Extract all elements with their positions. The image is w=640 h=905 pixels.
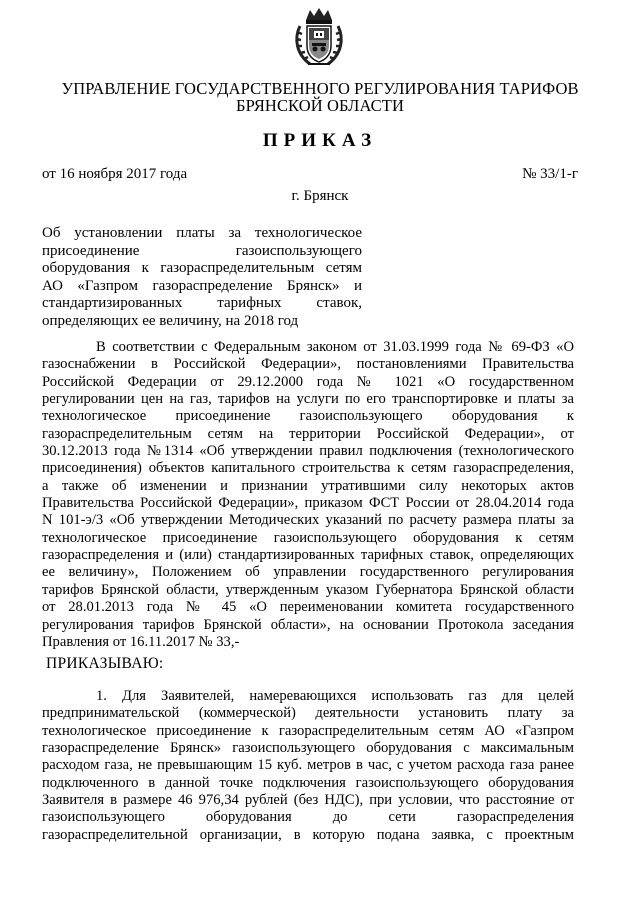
- paragraph-line: подключенного в данной точке подключения газоиспользующего оборудования: [42, 774, 574, 791]
- subject-line: АО «Газпром газораспределение Брянск» и: [42, 277, 362, 294]
- subject-line: Об установлении платы за технологическое: [42, 225, 362, 241]
- paragraph-line: газораспределения и (или) стандартизированных тарифных ставок, определяющих: [42, 547, 574, 564]
- paragraph-line: регулировании цен на газ, тарифов на услуги по его транспортировке и платы за: [42, 391, 574, 408]
- document-city: г. Брянск: [291, 188, 349, 204]
- paragraph-line: расходом газа, не превышающим 15 куб. метров в час, с учетом расхода газа ранее: [42, 757, 574, 774]
- subject-line: присоединение газоиспользующего: [42, 242, 362, 259]
- paragraph-line: технологическое присоединение газоиспользующего оборудования к: [42, 408, 574, 425]
- paragraph-line: газораспределительной организации, в которую подана заявка, с проектным: [42, 826, 574, 843]
- document-subject: [42, 225, 362, 330]
- paragraph-line: 30.12.2013 года №1314 «Об утверждении правил подключения (технологического: [42, 443, 574, 460]
- subject-line: определяющих ее величину, на 2018 год: [42, 312, 299, 329]
- document-number: № 33/1-г: [522, 166, 578, 182]
- paragraph-line: технологическое присоединение к газораспределительным сетям АО «Газпром: [42, 722, 574, 739]
- preamble-paragraph: [42, 339, 574, 651]
- paragraph-line: присоединения) объектов капитального строительства к сетям газораспределения,: [42, 460, 574, 477]
- paragraph-line: тарифов Брянской области, утвержденным указом Губернатора Брянской области: [42, 581, 574, 598]
- paragraph-line: ее величину», Положением об управлении государственного регулирования: [42, 564, 574, 581]
- organization-name-line-2: БРЯНСКОЙ ОБЛАСТИ: [236, 96, 404, 115]
- paragraph-line: предпринимательской (коммерческой) деятельности установить плату за: [42, 705, 574, 722]
- bryansk-coat-of-arms-icon: [292, 6, 346, 70]
- paragraph-line: N 101-э/3 «Об утверждении Методических указаний по расчету размера платы за: [42, 512, 574, 529]
- paragraph-line: Правления от 16.11.2017 № 33,-: [42, 633, 240, 650]
- paragraph-line: а также об изменении и признании утратившими силу некоторых актов: [42, 477, 574, 494]
- document-title: ПРИКАЗ: [262, 130, 378, 151]
- paragraph-line: Российской Федерации от 29.12.2000 года № 1021 «О государственном: [42, 373, 574, 390]
- paragraph-line: технологическое присоединение газоиспользующего оборудования к сетям: [42, 529, 574, 546]
- paragraph-line: регулирования тарифов Брянской области», на основании Протокола заседания: [42, 616, 574, 633]
- paragraph-line: 1. Для Заявителей, намеревающихся использовать газ для целей: [96, 688, 574, 704]
- order-directive-heading: ПРИКАЗЫВАЮ:: [46, 655, 164, 672]
- organization-name-line-1: УПРАВЛЕНИЕ ГОСУДАРСТВЕННОГО РЕГУЛИРОВАНИЯ ТАРИФОВ: [61, 79, 579, 98]
- paragraph-line: газораспределительным сетям на территории Российской Федерации», от: [42, 425, 574, 442]
- paragraph-line: В соответствии с Федеральным законом от 31.03.1999 года № 69-ФЗ «О: [96, 339, 574, 355]
- paragraph-line: Заявителя в размере 46 976,34 рублей (без НДС), при условии, что расстояние от: [42, 792, 574, 809]
- document-date: от 16 ноября 2017 года: [42, 166, 188, 182]
- order-item-1: [42, 688, 574, 844]
- paragraph-line: газоиспользующего оборудования до сети газораспределения: [42, 809, 574, 826]
- paragraph-line: газораспределение Брянск» газоиспользующего оборудования с максимальным: [42, 740, 574, 757]
- paragraph-line: газоснабжении в Российской Федерации», постановлениями Правительства: [42, 356, 574, 373]
- paragraph-line: Правительства Российской Федерации», приказом ФСТ России от 28.04.2014 года: [42, 495, 574, 512]
- paragraph-line: от 28.01.2013 года № 45 «О переименовании комитета государственного: [42, 599, 574, 616]
- subject-line: оборудования к газораспределительным сетям: [42, 260, 362, 276]
- subject-line: стандартизированных тарифных ставок,: [42, 295, 362, 311]
